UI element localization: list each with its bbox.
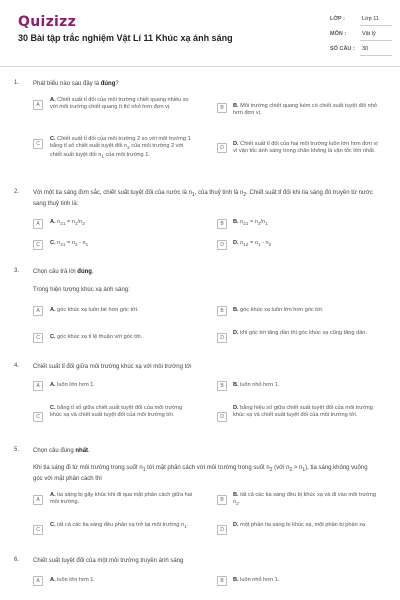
question-number: 1. [14, 80, 20, 86]
option-b[interactable]: B. luôn nhỏ hơn 1. [233, 382, 280, 388]
option-box-a[interactable]: A [33, 495, 43, 505]
subject-underline [360, 40, 392, 41]
option-box-b[interactable]: B [217, 219, 227, 229]
subject-value: Vật lý [362, 31, 376, 37]
option-d[interactable]: D. khi góc tới tăng dần thì góc khúc xạ cũng tăng dần. [233, 330, 367, 336]
option-b[interactable]: B. góc khúc xạ luôn lớn hơn góc tới. [233, 307, 324, 313]
question-text: Chọn câu đúng nhất. [33, 448, 90, 454]
option-box-c[interactable]: C [33, 333, 43, 343]
option-box-c[interactable]: C [33, 525, 43, 535]
option-box-d[interactable]: D [217, 143, 227, 153]
option-box-d[interactable]: D [217, 333, 227, 343]
question-number: 5. [14, 447, 20, 453]
option-d[interactable]: D. một phần tia sáng bị khúc xạ, một phần bị phản xạ [233, 522, 366, 528]
option-d[interactable]: D. Chiết suất tỉ đối của hai môi trường luôn lớn hơn đơn vị vì vận tốc ánh sáng trong chân không là vận tốc lớn nhất. [233, 141, 378, 155]
option-c[interactable]: C. góc khúc xạ tỉ lệ thuận với góc tới. [50, 334, 143, 340]
count-label: SỐ CÂU : [330, 46, 355, 52]
option-box-d[interactable]: D [217, 240, 227, 250]
option-box-a[interactable]: A [33, 100, 43, 110]
option-a[interactable]: A. góc khúc xạ luôn bé hơn góc tới. [50, 307, 139, 313]
subject-label: MÔN : [330, 31, 347, 37]
option-box-c[interactable]: C [33, 139, 43, 149]
count-underline [360, 55, 392, 56]
class-value: Lớp 11 [362, 16, 379, 22]
page-title: 30 Bài tập trắc nghiệm Vật Lí 11 Khúc xạ ánh sáng [18, 33, 233, 43]
option-box-a[interactable]: A [33, 306, 43, 316]
question-text: Chiết suất tỉ đối giữa môi trường khúc xạ với môi trường tới [33, 364, 192, 370]
option-b[interactable]: B. Môi trường chiết quang kém có chiết suất tuyệt đối nhỏ hơn đơn vị. [233, 103, 377, 117]
question-number: 4. [14, 363, 20, 369]
option-box-a[interactable]: A [33, 381, 43, 391]
option-a[interactable]: A. luôn lớn hơn 1. [50, 577, 95, 583]
question-subtext: Khi tia sáng đi từ môi trường trong suốt $n_1$ tới mặt phân cách với môi trường trong suốt $n_2$ (với $n_2 > n_1$), tia sáng không vuông góc với mặt phân cách thì [33, 465, 368, 482]
option-box-b[interactable]: B [217, 103, 227, 113]
option-a[interactable]: A. $n_{21} = n_1/n_2$ [50, 219, 85, 227]
option-d[interactable]: D. $n_{12} = n_1 - n_2$ [233, 240, 272, 248]
header [0, 0, 400, 62]
option-box-b[interactable]: B [217, 495, 227, 505]
option-box-d[interactable]: D [217, 412, 227, 422]
option-c[interactable]: C. tất cả các tia sáng đều phản xạ trở lại môi trường $n_1$. [50, 522, 189, 530]
option-box-b[interactable]: B [217, 381, 227, 391]
question-text: Chiết suất tuyệt đối của một môi trường truyền ánh sáng [33, 558, 184, 564]
option-a[interactable]: A. luôn lớn hơn 1. [50, 382, 95, 388]
question-number: 2. [14, 189, 20, 195]
question-text: Chọn câu trả lời đúng. [33, 269, 94, 275]
option-c[interactable]: C. $n_{21} = n_2 - n_1$ [50, 240, 89, 248]
option-b[interactable]: B. luôn nhỏ hơn 1. [233, 577, 280, 583]
option-c[interactable]: C. Chiết suất tỉ đối của môi trường 2 so với môi trường 1 bằng tỉ số chiết suất tuyệt đối $n_2$ của môi trường 2 với chiết suất tuyệt đối $n_1$ của môi trường 1. [50, 136, 191, 160]
option-box-a[interactable]: A [33, 576, 43, 586]
option-a[interactable]: A. Chiết suất tỉ đối của môi trường chiết quang nhiều so với môi trường chiết quang ít thì nhỏ hơn đơn vị. [50, 97, 189, 111]
option-a[interactable]: A. tia sáng bị gãy khúc khi đi qua mặt phân cách giữa hai môi trường. [50, 492, 193, 506]
option-box-b[interactable]: B [217, 576, 227, 586]
option-box-d[interactable]: D [217, 525, 227, 535]
question-text: Với một tia sáng đơn sắc, chiết suất tuyệt đối của nước là $n_1$, của thuỷ tinh là $n_2$. Chiết suất tỉ đối khi tia sáng đó truyền từ nước sang thuỷ tinh là: [33, 190, 373, 207]
question-text: Phát biểu nào sau đây là đúng? [33, 81, 119, 87]
option-c[interactable]: C. bằng tỉ số giữa chiết suất tuyệt đối của môi trường khúc xạ và chiết suất tuyệt đối của môi trường tới. [50, 405, 183, 419]
option-box-c[interactable]: C [33, 240, 43, 250]
question-number: 3. [14, 268, 20, 274]
option-b[interactable]: B. tất cả các tia sáng đều bị khúc xạ và đi vào môi trường $n_2$. [233, 492, 376, 507]
option-b[interactable]: B. $n_{21} = n_2/n_1$ [233, 219, 268, 227]
quizizz-logo: Quizizz [18, 14, 77, 30]
header-divider [0, 66, 400, 67]
question-number: 6. [14, 557, 20, 563]
class-label: LỚP : [330, 16, 345, 22]
question-subtext: Trong hiện tượng khúc xạ ánh sáng: [33, 287, 130, 293]
option-d[interactable]: D. bằng hiệu số giữa chiết suất tuyệt đối của môi trường khúc xạ và chiết suất tuyệt đối của môi trường tới. [233, 405, 373, 419]
option-box-c[interactable]: C [33, 412, 43, 422]
count-value: 30 [362, 46, 369, 52]
class-underline [360, 25, 392, 26]
option-box-a[interactable]: A [33, 219, 43, 229]
option-box-b[interactable]: B [217, 306, 227, 316]
